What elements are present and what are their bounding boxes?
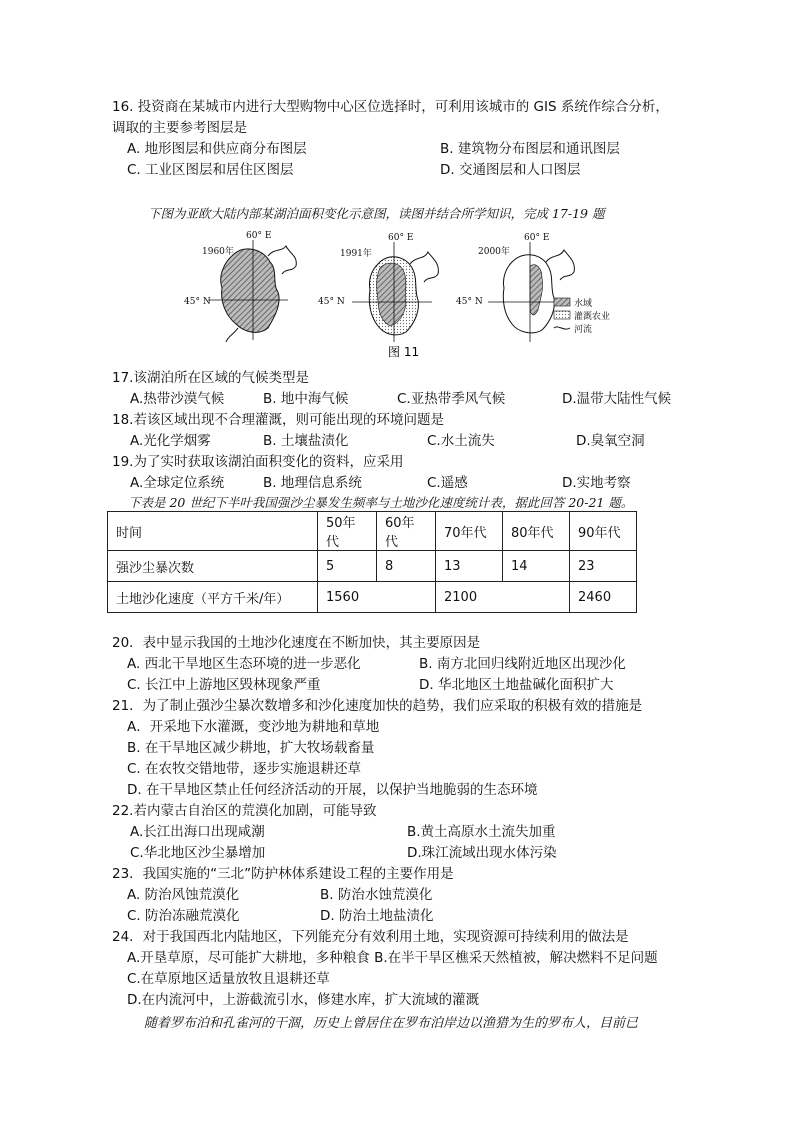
q17-option-d: D.温带大陆性气候 [562,391,672,407]
table-cell: 1560 [318,582,436,613]
year-label-1960: 1960年 [202,247,234,257]
lake-1960 [221,249,279,332]
lon-label-3: 60° E [524,233,550,243]
q16-option-c: C. 工业区图层和居住区图层 [127,162,294,178]
map-2000 [456,233,574,342]
intro-20-21: 下表是 20 世纪下半叶我国强沙尘暴发生频率与土地沙化速度统计表，据此回答 20-21 题。 [128,495,634,510]
table-header-row [108,512,637,551]
q20-option-c: C. 长江中上游地区毁林现象严重 [127,677,321,693]
q17-option-b: B. 地中海气候 [263,391,349,407]
q23-option-a: A. 防治风蚀荒漠化 [127,887,240,903]
table-header-cell: 90年代 [570,512,637,551]
legend-irrigation-swatch [554,311,570,319]
q22-option-b: B.黄土高原水土流失加重 [407,824,556,840]
lon-label-1: 60° E [246,231,272,241]
q18-option-d: D.臭氧空洞 [576,433,645,449]
q24-option-c: C.在草原地区适量放牧且退耕还草 [127,971,330,987]
q19-option-a: A.全球定位系统 [130,475,225,491]
q23-option-b: B. 防治水蚀荒漠化 [320,887,433,903]
table-row [108,582,637,613]
q18-option-a: A.光化学烟雾 [130,433,211,449]
q21-option-a: A．开采地下水灌溉，变沙地为耕地和草地 [127,719,380,735]
legend-water: 水域 [574,299,593,309]
legend-irrigation: 灌溉农业 [574,312,611,322]
q20-stem: 20．表中显示我国的土地沙化速度在不断加快，其主要原因是 [112,635,481,651]
figure-caption: 图 11 [388,345,420,359]
sandstorm-table [107,511,637,613]
lon-label-2: 60° E [388,233,414,243]
year-label-2000: 2000年 [478,247,510,257]
q23-option-c: C. 防治冻融荒漠化 [127,908,240,924]
q19-stem: 19.为了实时获取该湖泊面积变化的资料，应采用 [112,454,404,470]
q22-option-a: A.长江出海口出现咸潮 [130,824,265,840]
table-cell: 23 [570,551,637,582]
q19-option-d: D.实地考察 [562,475,631,491]
lat-label-1: 45° N [184,297,211,307]
q16-option-b: B. 建筑物分布图层和通讯图层 [440,141,620,157]
q21-option-d: D. 在干旱地区禁止任何经济活动的开展，以保护当地脆弱的生态环境 [127,782,538,798]
table-row-label: 强沙尘暴次数 [108,551,318,582]
q21-stem: 21．为了制止强沙尘暴次数增多和沙化速度加快的趋势，我们应采取的积极有效的措施是 [112,698,643,714]
q19-option-b: B. 地理信息系统 [263,475,362,491]
q16-option-d: D. 交通图层和人口图层 [440,162,581,178]
q23-stem: 23．我国实施的“三北”防护林体系建设工程的主要作用是 [112,866,454,882]
q17-option-a: A.热带沙漠气候 [130,391,225,407]
lat-label-2: 45° N [318,297,345,307]
table-header-cell: 50年代 [318,512,377,551]
q18-stem: 18.若该区域出现不合理灌溉，则可能出现的环境问题是 [112,412,444,428]
figure-legend [554,297,610,335]
q23-option-d: D. 防治土地盐渍化 [320,908,434,924]
q22-stem: 22.若内蒙古自治区的荒漠化加剧，可能导致 [112,803,377,819]
q17-option-c: C.亚热带季风气候 [397,391,506,407]
legend-river-swatch [554,327,570,329]
map-1991 [318,233,438,342]
table-header-cell: 70年代 [436,512,503,551]
table-cell: 14 [503,551,570,582]
q18-option-b: B. 土壤盐渍化 [263,433,349,449]
q20-option-a: A. 西北干旱地区生态环境的进一步恶化 [127,656,361,672]
table-cell: 8 [377,551,436,582]
table-header-cell: 80年代 [503,512,570,551]
q24-stem: 24．对于我国西北内陆地区，下列能充分有效利用土地，实现资源可持续利用的做法是 [112,929,629,945]
table-row [108,551,637,582]
lake-area-figure [184,231,658,360]
table-row-label: 土地沙化速度（平方千米/年） [108,582,318,613]
q16-stem-cont: 调取的主要参考图层是 [112,120,247,136]
table-header-cell: 时间 [108,512,318,551]
lake-2000-outline [503,255,554,333]
q20-option-d: D. 华北地区土地盐碱化面积扩大 [419,677,614,693]
q19-option-c: C.遥感 [427,475,468,491]
q24-option-ab: A.开垦草原，尽可能扩大耕地，多种粮食 B.在半干旱区樵采天然植被，解决燃料不足问题 [127,950,658,966]
intro-17-19: 下图为亚欧大陆内部某湖泊面积变化示意图，读图并结合所学知识，完成 17-19 题 [148,206,605,221]
table-header-cell: 60年代 [377,512,436,551]
q20-option-b: B. 南方北回归线附近地区出现沙化 [419,656,626,672]
legend-river: 河流 [574,325,593,335]
q22-option-d: D.珠江流域出现水体污染 [407,845,557,861]
map-1960 [184,231,296,342]
q21-option-b: B. 在干旱地区减少耕地，扩大牧场载畜量 [127,740,375,756]
q22-option-c: C.华北地区沙尘暴增加 [130,845,266,861]
q18-option-c: C.水土流失 [427,433,495,449]
closing-passage: 随着罗布泊和孔雀河的干涸，历史上曾居住在罗布泊岸边以渔猎为生的罗布人，目前已 [144,1016,639,1031]
legend-water-swatch [554,298,570,306]
table-cell: 2100 [436,582,570,613]
lake-1991-water [377,263,406,326]
table-cell: 2460 [570,582,637,613]
q16-option-a: A. 地形图层和供应商分布图层 [127,141,307,157]
table-cell: 13 [436,551,503,582]
q16-stem: 16. 投资商在某城市内进行大型购物中心区位选择时，可利用该城市的 GIS 系统作综合分析， [112,99,669,115]
q21-option-c: C. 在农牧交错地带，逐步实施退耕还草 [127,761,362,777]
q24-option-d: D.在内流河中，上游截流引水，修建水库，扩大流域的灌溉 [127,992,480,1008]
lat-label-3: 45° N [456,297,483,307]
year-label-1991: 1991年 [340,249,372,259]
q17-stem: 17.该湖泊所在区域的气候类型是 [112,370,309,386]
table-cell: 5 [318,551,377,582]
